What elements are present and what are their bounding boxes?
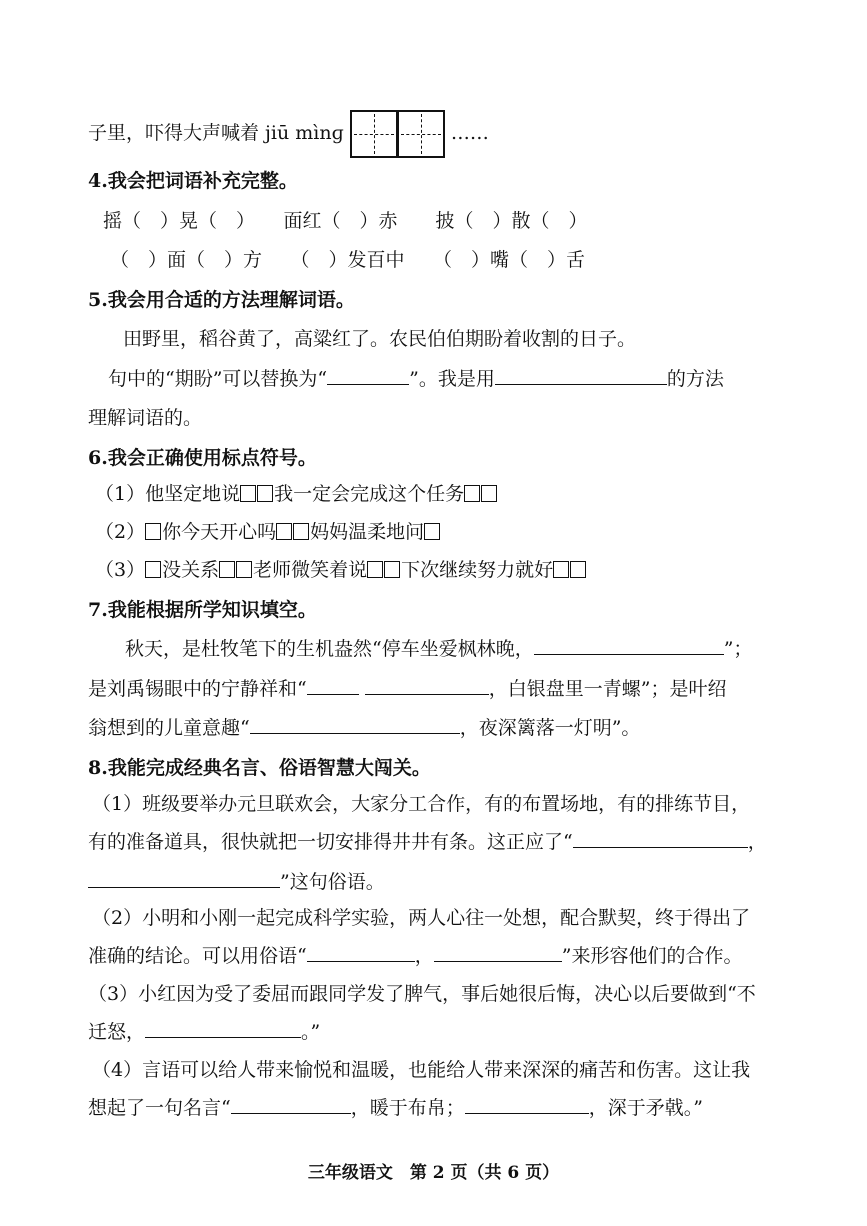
q6-item1: （1）他坚定地说 我一定会完成这个任务 xyxy=(95,481,867,507)
answer-blank[interactable] xyxy=(88,869,280,888)
answer-blank[interactable] xyxy=(307,676,359,695)
tian-box[interactable] xyxy=(350,110,398,158)
q8-p1-line2: 有的准备道具，很快就把一切安排得井井有条。这正应了“ ， xyxy=(88,831,767,853)
q8-p4-line2: 想起了一句名言“ ，暖于布帛； ，深于矛戟。” xyxy=(88,1097,703,1119)
punct-box[interactable] xyxy=(481,485,497,502)
tian-box[interactable] xyxy=(397,110,445,158)
answer-blank[interactable] xyxy=(434,943,562,962)
punct-box[interactable] xyxy=(424,523,440,540)
answer-blank[interactable] xyxy=(495,366,667,385)
answer-blank[interactable] xyxy=(145,1019,301,1038)
answer-blank[interactable] xyxy=(534,636,724,655)
punct-box[interactable] xyxy=(384,561,400,578)
q7-title: 7.我能根据所学知识填空。 xyxy=(88,599,317,621)
pinyin-character-grid[interactable] xyxy=(350,110,445,158)
q5-title: 5.我会用合适的方法理解词语。 xyxy=(88,289,355,311)
page-footer: 三年级语文 第 2 页（共 6 页） xyxy=(307,1163,560,1183)
answer-blank[interactable] xyxy=(573,829,748,848)
answer-blank[interactable] xyxy=(327,366,409,385)
answer-blank[interactable] xyxy=(231,1095,351,1114)
punct-box[interactable] xyxy=(276,523,292,540)
line-continuation: 子里，吓得大声喊着 jiū mìnɡ …… xyxy=(88,110,867,158)
q7-line3: 翁想到的儿童意趣“ ，夜深篱落一灯明”。 xyxy=(88,717,641,739)
punct-box[interactable] xyxy=(570,561,586,578)
q8-p2-line1: （2）小明和小刚一起完成科学实验，两人心往一处想，配合默契，终于得出了 xyxy=(92,907,751,929)
punct-box[interactable] xyxy=(367,561,383,578)
punct-box[interactable] xyxy=(553,561,569,578)
answer-blank[interactable] xyxy=(250,715,460,734)
punct-box[interactable] xyxy=(240,485,256,502)
q8-p4-line1: （4）言语可以给人带来愉悦和温暖，也能给人带来深深的痛苦和伤害。这让我 xyxy=(92,1059,751,1081)
q5-passage: 田野里，稻谷黄了，高粱红了。农民伯伯期盼着收割的日子。 xyxy=(123,328,637,350)
answer-blank[interactable] xyxy=(465,1095,589,1114)
q6-item2: （2） 你今天开心吗 妈妈温柔地问 xyxy=(95,519,867,545)
q8-p3-line2: 迁怒， 。” xyxy=(88,1021,321,1043)
q8-p2-line2: 准确的结论。可以用俗语“ ， ”来形容他们的合作。 xyxy=(88,945,743,967)
q8-p1-line1: （1）班级要举办元旦联欢会，大家分工合作，有的布置场地，有的排练节目， xyxy=(92,793,751,815)
q8-p1-line3: ”这句俗语。 xyxy=(88,869,867,895)
punct-box[interactable] xyxy=(293,523,309,540)
q4-title: 4.我会把词语补充完整。 xyxy=(88,170,298,192)
q5-line1: 句中的“期盼”可以替换为“ ”。我是用 的方法 xyxy=(108,368,724,390)
q6-title: 6.我会正确使用标点符号。 xyxy=(88,447,317,469)
punct-box[interactable] xyxy=(219,561,235,578)
punct-box[interactable] xyxy=(257,485,273,502)
q8-p3-line1: （3）小红因为受了委屈而跟同学发了脾气，事后她很后悔，决心以后要做到“不 xyxy=(88,983,756,1005)
punct-box[interactable] xyxy=(236,561,252,578)
q5-line2: 理解词语的。 xyxy=(88,407,203,429)
q7-line2: 是刘禹锡眼中的宁静祥和“ ，白银盘里一青螺”；是叶绍 xyxy=(88,678,727,700)
q4-row2: （ ）面（ ）方 （ ）发百中 （ ）嘴（ ）舌 xyxy=(110,249,586,271)
q4-row1: 摇（ ）晃（ ） 面红（ ）赤 披（ ）散（ ） xyxy=(103,210,588,232)
answer-blank[interactable] xyxy=(307,943,415,962)
punct-box[interactable] xyxy=(145,561,161,578)
answer-blank[interactable] xyxy=(365,676,489,695)
q8-title: 8.我能完成经典名言、俗语智慧大闯关。 xyxy=(88,757,431,779)
punct-box[interactable] xyxy=(145,523,161,540)
q7-line1: 秋天，是杜牧笔下的生机盎然“停车坐爱枫林晚， ”； xyxy=(125,638,753,660)
q6-item3: （3） 没关系 老师微笑着说 下次继续努力就好 xyxy=(95,557,867,583)
punct-box[interactable] xyxy=(464,485,480,502)
